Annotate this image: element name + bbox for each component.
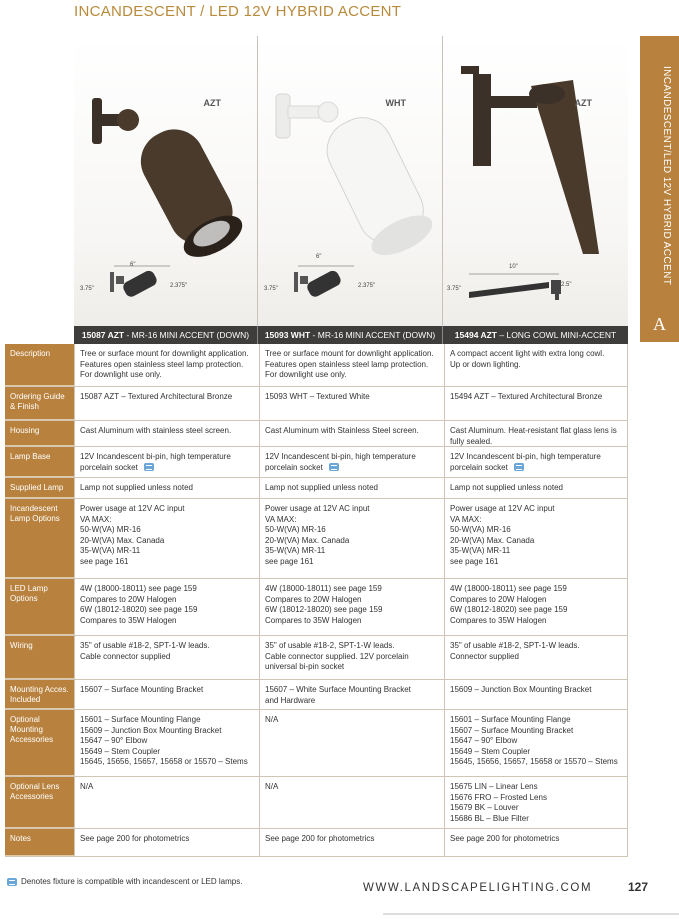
table-cell: Cast Aluminum with stainless steel screen. bbox=[74, 421, 259, 446]
table-cell: See page 200 for photometrics bbox=[444, 829, 628, 856]
table-cell: 15494 AZT – Textured Architectural Bronze bbox=[444, 387, 628, 420]
product-photo-15087 bbox=[74, 36, 258, 326]
dimension-depth: 3.75" bbox=[264, 286, 278, 292]
website-link[interactable]: WWW.LANDSCAPELIGHTING.COM bbox=[363, 882, 593, 894]
spec-table bbox=[5, 344, 628, 857]
table-cell: Power usage at 12V AC input VA MAX: 50-W(VA) MR-16 20-W(VA) Max. Canada 35-W(VA) MR-11 see page 161 bbox=[74, 499, 259, 578]
row-label: Wiring bbox=[5, 636, 74, 679]
compatibility-icon bbox=[7, 878, 17, 886]
table-cell: N/A bbox=[259, 710, 444, 776]
table-row bbox=[5, 447, 628, 478]
compatibility-icon bbox=[514, 463, 524, 471]
table-row bbox=[5, 680, 628, 710]
table-cell: N/A bbox=[259, 777, 444, 828]
table-cell: A compact accent light with extra long cowl. Up or down lighting. bbox=[444, 344, 628, 386]
table-cell: 15093 WHT – Textured White bbox=[259, 387, 444, 420]
table-cell: 4W (18000-18011) see page 159 Compares to 20W Halogen 6W (18012-18020) see page 159 Compares to 35W Halogen bbox=[259, 579, 444, 635]
table-cell: 4W (18000-18011) see page 159 Compares to 20W Halogen 6W (18012-18020) see page 159 Compares to 35W Halogen bbox=[74, 579, 259, 635]
row-label: Optional Lens Accessories bbox=[5, 777, 74, 828]
finish-tag: WHT bbox=[385, 98, 406, 108]
row-label: Description bbox=[5, 344, 74, 386]
table-cell: Cast Aluminum with Stainless Steel screen. bbox=[259, 421, 444, 446]
row-label: Housing bbox=[5, 421, 74, 446]
table-cell: 15607 – Surface Mounting Bracket bbox=[74, 680, 259, 709]
dimension-width: 10" bbox=[509, 264, 518, 270]
row-label: Lamp Base bbox=[5, 447, 74, 477]
table-row bbox=[5, 499, 628, 579]
dimension-depth: 3.75" bbox=[80, 286, 94, 292]
table-row bbox=[5, 710, 628, 777]
table-cell: N/A bbox=[74, 777, 259, 828]
compatibility-icon bbox=[144, 463, 154, 471]
row-label: LED Lamp Options bbox=[5, 579, 74, 635]
product-header-15494: 15494 AZT – LONG COWL MINI-ACCENT bbox=[454, 330, 617, 340]
dimension-height: 2.375" bbox=[358, 283, 376, 289]
table-cell: 35" of usable #18-2, SPT-1-W leads. Connector supplied bbox=[444, 636, 628, 679]
table-cell: See page 200 for photometrics bbox=[74, 829, 259, 856]
table-cell: 15087 AZT – Textured Architectural Bronze bbox=[74, 387, 259, 420]
table-cell: 12V Incandescent bi-pin, high temperature porcelain socket bbox=[444, 447, 628, 477]
table-cell: 4W (18000-18011) see page 159 Compares to 20W Halogen 6W (18012-18020) see page 159 Compares to 35W Halogen bbox=[444, 579, 628, 635]
dimension-height: 2.5" bbox=[561, 282, 572, 288]
row-label: Mounting Acces. Included bbox=[5, 680, 74, 709]
row-label: Incandescent Lamp Options bbox=[5, 499, 74, 578]
dimension-width: 6" bbox=[316, 254, 322, 260]
section-letter: A bbox=[653, 314, 666, 334]
table-cell: Cast Aluminum. Heat-resistant flat glass lens is fully sealed. bbox=[444, 421, 628, 446]
table-cell: 15607 – White Surface Mounting Bracket and Hardware bbox=[259, 680, 444, 709]
page-title: INCANDESCENT / LED 12V HYBRID ACCENT bbox=[74, 3, 402, 20]
footnote-text: Denotes fixture is compatible with incandescent or LED lamps. bbox=[21, 877, 243, 886]
table-cell: Power usage at 12V AC input VA MAX: 50-W(VA) MR-16 20-W(VA) Max. Canada 35-W(VA) MR-11 see page 161 bbox=[259, 499, 444, 578]
table-cell: Tree or surface mount for downlight application. Features open stainless steel lamp protection. For downlight use only. bbox=[259, 344, 444, 386]
table-row bbox=[5, 636, 628, 680]
table-cell: 12V Incandescent bi-pin, high temperature porcelain socket bbox=[259, 447, 444, 477]
fixture-illustration-icon bbox=[74, 36, 258, 326]
dimension-width: 6" bbox=[130, 262, 136, 268]
table-row bbox=[5, 344, 628, 387]
table-cell: Lamp not supplied unless noted bbox=[444, 478, 628, 498]
row-label: Ordering Guide & Finish bbox=[5, 387, 74, 420]
row-label: Notes bbox=[5, 829, 74, 856]
product-header-row bbox=[74, 326, 628, 344]
compatibility-icon bbox=[329, 463, 339, 471]
table-cell: Tree or surface mount for downlight application. Features open stainless steel lamp protection. For downlight use only. bbox=[74, 344, 259, 386]
table-cell: 35" of usable #18-2, SPT-1-W leads. Cable connector supplied bbox=[74, 636, 259, 679]
footnote bbox=[7, 877, 242, 886]
table-cell: Power usage at 12V AC input VA MAX: 50-W(VA) MR-16 20-W(VA) Max. Canada 35-W(VA) MR-11 see page 161 bbox=[444, 499, 628, 578]
table-row bbox=[5, 777, 628, 829]
dimension-height: 2.375" bbox=[170, 283, 188, 289]
finish-tag: AZT bbox=[203, 98, 221, 108]
table-cell: Lamp not supplied unless noted bbox=[74, 478, 259, 498]
table-row bbox=[5, 387, 628, 421]
table-cell: 15601 – Surface Mounting Flange 15609 – Junction Box Mounting Bracket 15647 – 90° Elbow 15649 – Stem Coupler 15645, 15656, 15657, 15658 or 15570 – Stems bbox=[74, 710, 259, 776]
product-photo-15494 bbox=[443, 36, 628, 326]
table-row bbox=[5, 829, 628, 857]
row-label: Optional Mounting Accessories bbox=[5, 710, 74, 776]
side-tab-label: INCANDESCENT/LED 12V HYBRID ACCENT bbox=[661, 66, 672, 286]
row-label: Supplied Lamp bbox=[5, 478, 74, 498]
table-cell: 15601 – Surface Mounting Flange 15607 – Surface Mounting Bracket 15647 – 90° Elbow 15649 – Stem Coupler 15645, 15656, 15657, 15658 or 15570 – Stems bbox=[444, 710, 628, 776]
table-cell: 15609 – Junction Box Mounting Bracket bbox=[444, 680, 628, 709]
fixture-illustration-icon bbox=[258, 36, 443, 326]
product-photo-strip bbox=[74, 36, 628, 326]
product-photo-15093 bbox=[258, 36, 443, 326]
table-row bbox=[5, 421, 628, 447]
table-cell: 35" of usable #18-2, SPT-1-W leads. Cable connector supplied. 12V porcelain universal bi-pin socket bbox=[259, 636, 444, 679]
product-header-15093: 15093 WHT - MR-16 MINI ACCENT (DOWN) bbox=[258, 326, 443, 344]
product-header-15087: 15087 AZT - MR-16 MINI ACCENT (DOWN) bbox=[74, 326, 258, 344]
table-row bbox=[5, 478, 628, 499]
table-cell: 12V Incandescent bi-pin, high temperature porcelain socket bbox=[74, 447, 259, 477]
table-cell: 15675 LIN – Linear Lens 15676 FRO – Frosted Lens 15679 BK – Louver 15686 BL – Blue Filter bbox=[444, 777, 628, 828]
dimension-depth: 3.75" bbox=[447, 286, 461, 292]
finish-tag: AZT bbox=[574, 98, 592, 108]
table-cell: See page 200 for photometrics bbox=[259, 829, 444, 856]
fixture-illustration-icon bbox=[443, 36, 628, 326]
page-number: 127 bbox=[628, 880, 649, 894]
table-row bbox=[5, 579, 628, 636]
divider bbox=[383, 913, 679, 915]
table-cell: Lamp not supplied unless noted bbox=[259, 478, 444, 498]
